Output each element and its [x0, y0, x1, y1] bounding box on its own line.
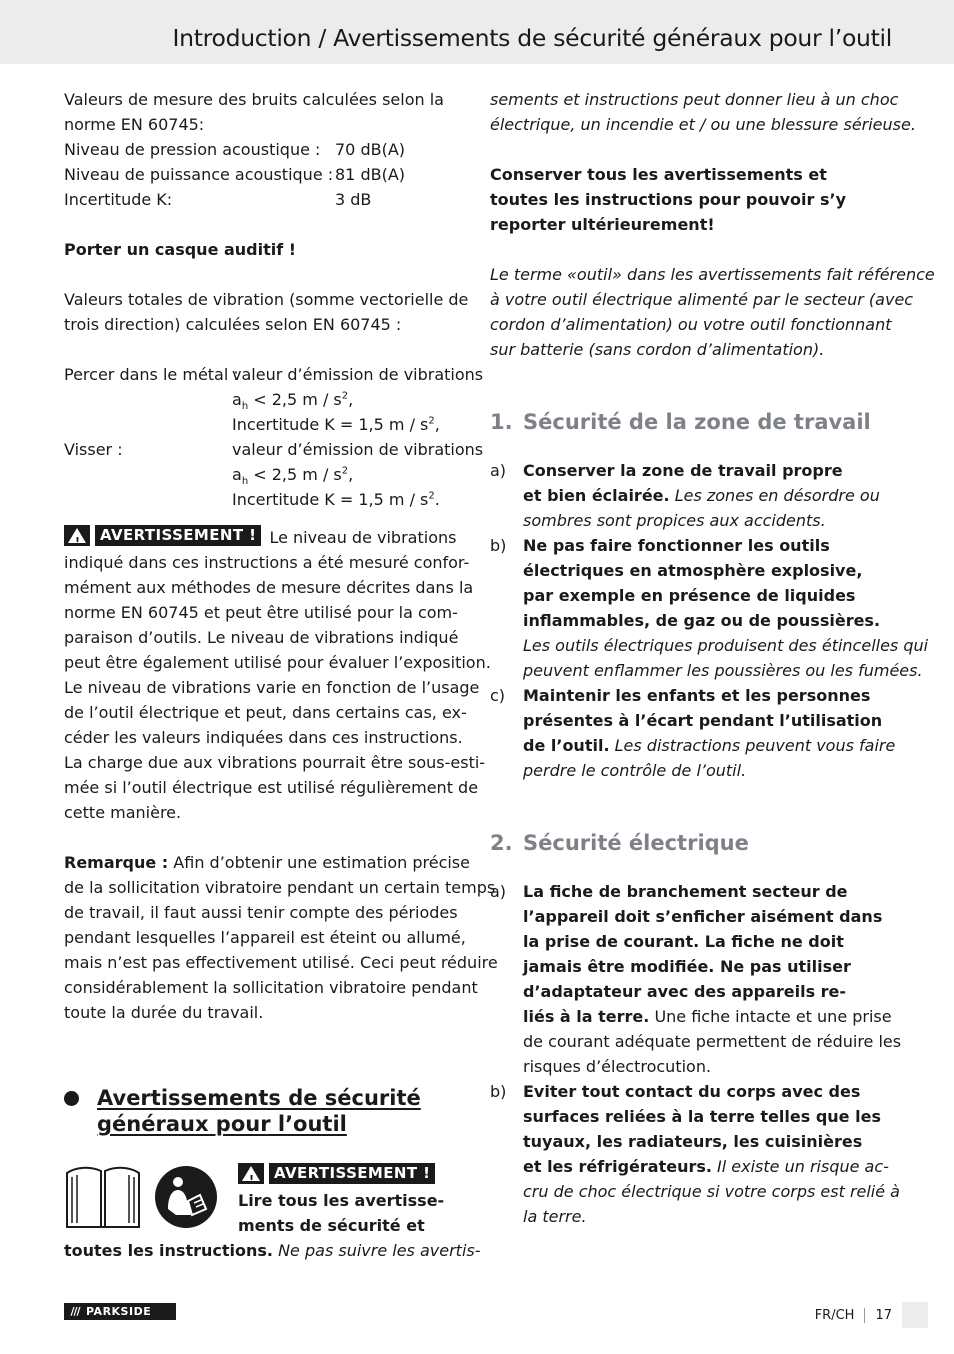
- list-item-label: b): [490, 1082, 507, 1101]
- read-warning-bold: toutes les instructions.: [64, 1241, 273, 1260]
- page-title: Introduction / Avertissements de sécurité généraux pour l’outil: [172, 24, 892, 52]
- noise-row: [64, 137, 464, 162]
- brand-logo: [64, 1303, 176, 1320]
- noise-row-label: Niveau de puissance acoustique :: [64, 165, 334, 184]
- noise-row-label: Niveau de pression acoustique :: [64, 140, 321, 159]
- item-bold: Maintenir les enfants et les personnes: [523, 686, 871, 705]
- list-item-label: b): [490, 536, 507, 555]
- left-column: [64, 87, 498, 1025]
- ear-protection-notice: Porter un casque auditif !: [64, 240, 297, 259]
- item-italic: Les zones en désordre ou: [674, 486, 880, 505]
- vibration-intro-line: Valeurs totales de vibration (somme vectorielle de: [64, 290, 469, 309]
- book-icon: [64, 1165, 142, 1229]
- warning-text: céder les valeurs indiquées dans ces instructions.: [64, 728, 463, 747]
- unit-exponent: 2: [341, 465, 349, 477]
- item-bold: liés à la terre.: [523, 1007, 650, 1026]
- warning-text: norme EN 60745 et peut être utilisé pour la com-: [64, 603, 458, 622]
- warning-text: de l’outil électrique et peut, dans certains cas, ex-: [64, 703, 467, 722]
- list-item-label: c): [490, 686, 506, 705]
- item-italic: Les outils électriques produisent des étincelles qui: [523, 636, 929, 655]
- list-item: [490, 683, 896, 783]
- punct: ,: [434, 415, 440, 434]
- section-heading-work-area: [490, 408, 890, 436]
- section-title: Sécurité électrique: [523, 831, 749, 855]
- item-bold: tuyaux, les radiateurs, les cuisinières: [523, 1132, 863, 1151]
- vibration-warning-first-line: [64, 525, 464, 550]
- item-bold: et les réfrigérateurs.: [523, 1157, 712, 1176]
- warning-badge: [64, 525, 261, 546]
- noise-row-value: 70 dB(A): [335, 140, 406, 159]
- remark-text: de travail, il faut aussi tenir compte des périodes: [64, 903, 458, 922]
- drill-uncertainty: Incertitude K = 1,5 m / s: [232, 415, 429, 434]
- noise-intro-line: Valeurs de mesure des bruits calculées selon la: [64, 90, 444, 109]
- read-warning-italic: Ne pas suivre les avertis-: [278, 1241, 481, 1260]
- section-number: 2.: [490, 831, 513, 855]
- list-item-label: a): [490, 461, 507, 480]
- screw-label: Visser :: [64, 440, 123, 459]
- drill-value: < 2,5 m / s: [253, 390, 342, 409]
- vibration-screw-row: [64, 437, 484, 462]
- warning-badge-row: [238, 1163, 468, 1188]
- read-instructions-warning: [238, 1163, 468, 1238]
- read-warning-text: ments de sécurité et: [238, 1216, 425, 1235]
- vibration-drill-row: [64, 362, 484, 387]
- item-bold: La fiche de branchement secteur de: [523, 882, 848, 901]
- item-bold: d’adaptateur avec des appareils re-: [523, 982, 847, 1001]
- item-bold: inflammables, de gaz ou de poussières.: [523, 611, 881, 630]
- item-bold: Ne pas faire fonctionner les outils: [523, 536, 830, 555]
- term-definition-text: à votre outil électrique alimenté par le secteur (avec: [490, 290, 914, 309]
- item-bold: présentes à l’écart pendant l’utilisation: [523, 711, 883, 730]
- warning-text: mément aux méthodes de mesure décrites dans la: [64, 578, 474, 597]
- warning-label: AVERTISSEMENT !: [95, 525, 261, 546]
- brand-slashes: ///: [70, 1305, 80, 1318]
- warning-triangle-icon: [64, 525, 90, 546]
- warning-text: Le niveau de vibrations varie en fonction de l’usage: [64, 678, 480, 697]
- item-italic: Il existe un risque ac-: [717, 1157, 889, 1176]
- item-bold: et bien éclairée.: [523, 486, 670, 505]
- read-manual-icon: [154, 1165, 218, 1229]
- item-bold: de l’outil.: [523, 736, 610, 755]
- item-bold: par exemple en présence de liquides: [523, 586, 856, 605]
- drill-label: Percer dans le métal :: [64, 365, 239, 384]
- punct: ,: [348, 390, 354, 409]
- term-definition-text: cordon d’alimentation) ou votre outil fonctionnant: [490, 315, 892, 334]
- keep-instructions-text: Conserver tous les avertissements et: [490, 165, 827, 184]
- ah-subscript: h: [241, 476, 249, 488]
- keep-instructions-text: toutes les instructions pour pouvoir s’y: [490, 190, 847, 209]
- list-item-label: a): [490, 882, 507, 901]
- continued-text: sements et instructions peut donner lieu à un choc: [490, 90, 899, 109]
- warning-text: Le niveau de vibrations: [269, 528, 457, 547]
- warning-text: paraison d’outils. Le niveau de vibrations indiqué: [64, 628, 459, 647]
- warning-text: peut être également utilisé pour évaluer l’exposition.: [64, 653, 491, 672]
- read-warning-tail: [64, 1238, 484, 1263]
- brand-name: PARKSIDE: [86, 1305, 152, 1318]
- section-title: Sécurité de la zone de travail: [523, 410, 871, 434]
- item-bold: jamais être modifiée. Ne pas utiliser: [523, 957, 851, 976]
- read-warning-text: Lire tous les avertisse-: [238, 1191, 445, 1210]
- remark-text: toute la durée du travail.: [64, 1003, 264, 1022]
- list-item: [490, 533, 929, 683]
- warning-triangle-icon: [238, 1163, 264, 1184]
- vibration-screw-value: [64, 462, 464, 487]
- punct: ,: [348, 465, 354, 484]
- item-normal: risques d’électrocution.: [523, 1057, 712, 1076]
- remark-text: mais n’est pas effectivement utilisé. Ceci peut réduire: [64, 953, 498, 972]
- vibration-drill-uncertainty: [64, 412, 464, 437]
- item-italic: cru de choc électrique si votre corps est relié à: [523, 1182, 900, 1201]
- screw-uncertainty: Incertitude K = 1,5 m / s: [232, 490, 429, 509]
- term-definition-text: sur batterie (sans cordon d’alimentation).: [490, 340, 825, 359]
- bullet-icon: [64, 1091, 79, 1106]
- vibration-screw-uncertainty: [64, 487, 464, 512]
- list-item: [490, 879, 902, 1079]
- unit-exponent: 2: [341, 390, 349, 402]
- item-italic: Les distractions peuvent vous faire: [614, 736, 896, 755]
- noise-row: [64, 162, 464, 187]
- noise-intro-line: norme EN 60745:: [64, 115, 205, 134]
- item-bold: la prise de courant. La fiche ne doit: [523, 932, 844, 951]
- remark-first-line: [64, 850, 470, 875]
- warning-text: mée si l’outil électrique est utilisé régulièrement de: [64, 778, 479, 797]
- continued-text: électrique, un incendie et / ou une blessure sérieuse.: [490, 115, 916, 134]
- remark-text: de la sollicitation vibratoire pendant un certain temps: [64, 878, 496, 897]
- noise-row: [64, 187, 464, 212]
- ah-symbol: a: [232, 390, 242, 409]
- item-normal: Une fiche intacte et une prise: [654, 1007, 892, 1026]
- remark-label: Remarque :: [64, 853, 169, 872]
- item-bold: l’appareil doit s’enficher aisément dans: [523, 907, 883, 926]
- term-definition-text: Le terme «outil» dans les avertissements fait référence: [490, 265, 935, 284]
- section-title-line: Avertissements de sécurité: [97, 1086, 421, 1110]
- item-bold: électriques en atmosphère explosive,: [523, 561, 863, 580]
- section-number: 1.: [490, 410, 513, 434]
- remark-text: Afin d’obtenir une estimation précise: [173, 853, 470, 872]
- right-column: [490, 87, 935, 1229]
- keep-instructions-text: reporter ultérieurement!: [490, 215, 715, 234]
- screw-value: < 2,5 m / s: [253, 465, 342, 484]
- punct: .: [434, 490, 440, 509]
- section-title-line: généraux pour l’outil: [97, 1112, 347, 1136]
- item-bold: Conserver la zone de travail propre: [523, 461, 843, 480]
- warning-text: cette manière.: [64, 803, 182, 822]
- vibration-intro-line: trois direction) calculées selon EN 60745 :: [64, 315, 402, 334]
- locale-label: FR/CH: [815, 1308, 866, 1323]
- page-tab: [902, 1302, 928, 1328]
- page-footer: [815, 1302, 928, 1328]
- item-bold: surfaces reliées à la terre telles que les: [523, 1107, 881, 1126]
- section-heading-safety: [64, 1085, 464, 1137]
- warning-label: AVERTISSEMENT !: [269, 1163, 435, 1184]
- list-item: [490, 1079, 900, 1229]
- item-italic: sombres sont propices aux accidents.: [523, 511, 826, 530]
- remark-text: considérablement la sollicitation vibratoire pendant: [64, 978, 478, 997]
- unit-exponent: 2: [428, 490, 435, 502]
- noise-row-value: 81 dB(A): [335, 165, 406, 184]
- remark-text: pendant lesquelles l’appareil est éteint ou allumé,: [64, 928, 466, 947]
- page-number: 17: [875, 1307, 892, 1323]
- drill-emission-label: valeur d’émission de vibrations: [232, 365, 484, 384]
- ah-subscript: h: [241, 401, 249, 413]
- warning-text: indiqué dans ces instructions a été mesuré confor-: [64, 553, 470, 572]
- list-item: [490, 458, 890, 533]
- item-bold: Eviter tout contact du corps avec des: [523, 1082, 861, 1101]
- section-heading-electrical: [490, 829, 890, 857]
- noise-row-label: Incertitude K:: [64, 190, 173, 209]
- warning-text: La charge due aux vibrations pourrait être sous-esti-: [64, 753, 486, 772]
- unit-exponent: 2: [428, 415, 435, 427]
- item-italic: perdre le contrôle de l’outil.: [523, 761, 747, 780]
- ah-symbol: a: [232, 465, 242, 484]
- warning-badge: [238, 1163, 435, 1184]
- vibration-drill-value: [64, 387, 464, 412]
- screw-emission-label: valeur d’émission de vibrations: [232, 440, 484, 459]
- item-italic: peuvent enflammer les poussières ou les fumées.: [523, 661, 923, 680]
- item-normal: de courant adéquate permettent de réduire les: [523, 1032, 902, 1051]
- noise-row-value: 3 dB: [335, 190, 372, 209]
- item-italic: la terre.: [523, 1207, 587, 1226]
